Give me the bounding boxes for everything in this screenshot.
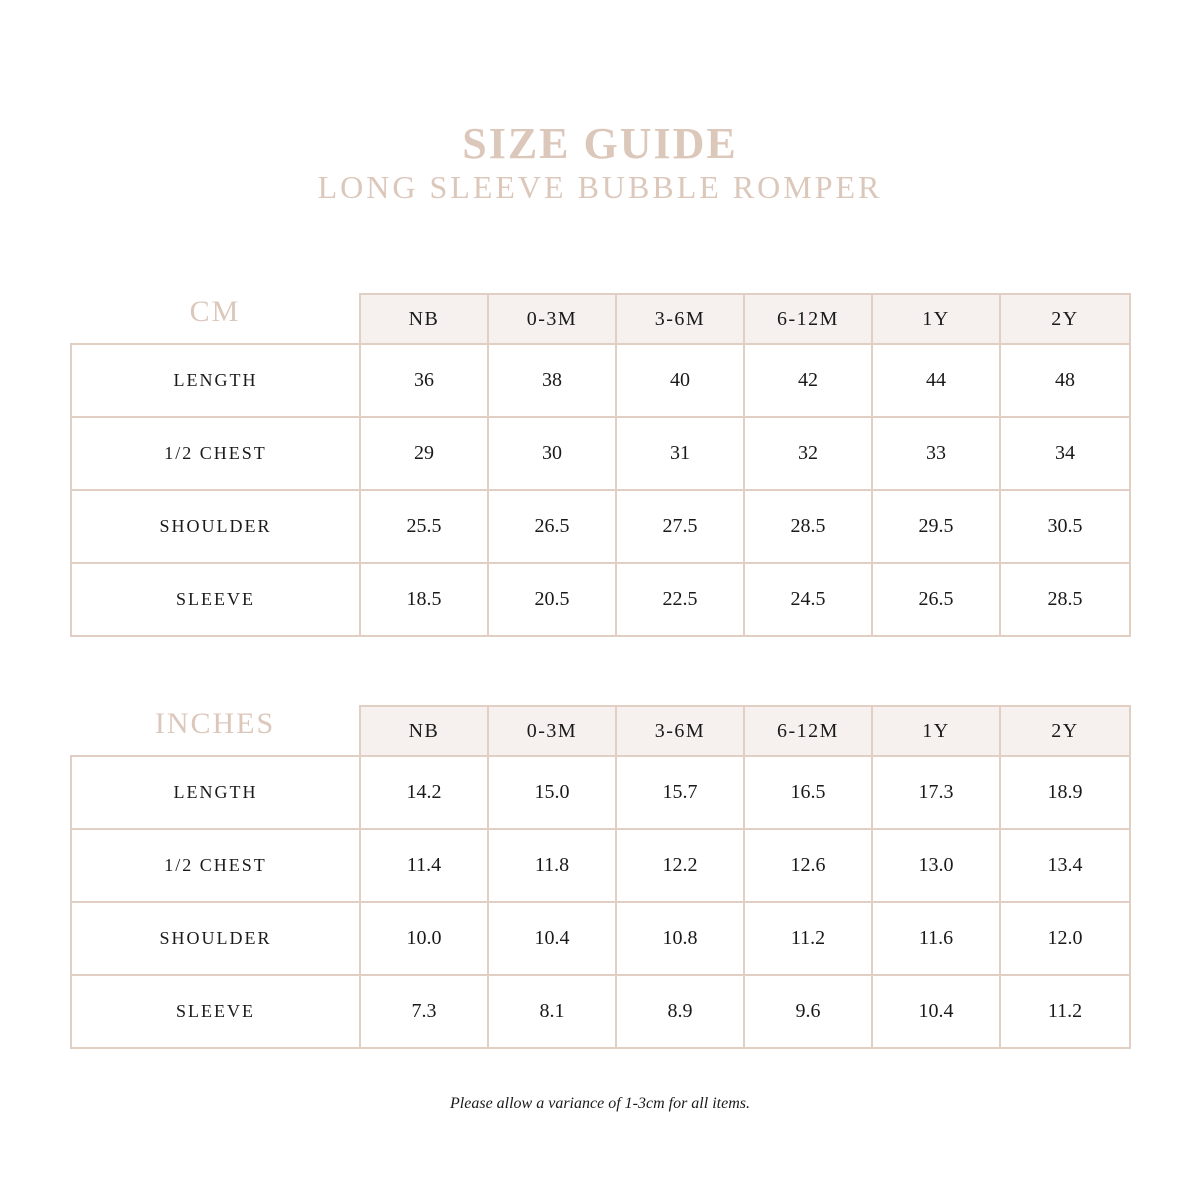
size-header: 0-3M bbox=[488, 706, 616, 756]
unit-label-inches: INCHES bbox=[154, 706, 276, 740]
table-cell: 38 bbox=[488, 344, 616, 417]
table-cell: 29.5 bbox=[872, 490, 1000, 563]
size-header-row bbox=[71, 706, 1130, 756]
table-cell: 28.5 bbox=[1000, 563, 1130, 636]
row-label: SHOULDER bbox=[71, 490, 360, 563]
table-cell: 34 bbox=[1000, 417, 1130, 490]
page-title: SIZE GUIDE bbox=[462, 119, 738, 168]
row-label: 1/2 CHEST bbox=[71, 829, 360, 902]
table-cell: 31 bbox=[616, 417, 744, 490]
table-cell: 10.8 bbox=[616, 902, 744, 975]
table-cell: 14.2 bbox=[360, 756, 488, 829]
table-cell: 8.9 bbox=[616, 975, 744, 1048]
table-cell: 18.5 bbox=[360, 563, 488, 636]
table-cell: 10.0 bbox=[360, 902, 488, 975]
table-cell: 18.9 bbox=[1000, 756, 1130, 829]
table-cell: 26.5 bbox=[488, 490, 616, 563]
row-label: LENGTH bbox=[71, 344, 360, 417]
table-row bbox=[71, 829, 1130, 902]
table-cell: 7.3 bbox=[360, 975, 488, 1048]
row-label: SLEEVE bbox=[71, 975, 360, 1048]
size-header: 3-6M bbox=[616, 706, 744, 756]
table-cell: 13.0 bbox=[872, 829, 1000, 902]
table-cell: 40 bbox=[616, 344, 744, 417]
table-cell: 11.8 bbox=[488, 829, 616, 902]
table-cell: 27.5 bbox=[616, 490, 744, 563]
table-cell: 12.0 bbox=[1000, 902, 1130, 975]
table-cell: 36 bbox=[360, 344, 488, 417]
table-row bbox=[71, 975, 1130, 1048]
product-subtitle: LONG SLEEVE BUBBLE ROMPER bbox=[317, 169, 883, 205]
size-header: 3-6M bbox=[616, 294, 744, 344]
table-cell: 13.4 bbox=[1000, 829, 1130, 902]
table-cell: 11.4 bbox=[360, 829, 488, 902]
table-cell: 26.5 bbox=[872, 563, 1000, 636]
table-cell: 32 bbox=[744, 417, 872, 490]
size-header: 1Y bbox=[872, 706, 1000, 756]
row-label: SHOULDER bbox=[71, 902, 360, 975]
table-cell: 44 bbox=[872, 344, 1000, 417]
table-cell: 20.5 bbox=[488, 563, 616, 636]
size-header: 2Y bbox=[1000, 706, 1130, 756]
size-header: NB bbox=[360, 706, 488, 756]
table-cell: 22.5 bbox=[616, 563, 744, 636]
table-cell: 10.4 bbox=[872, 975, 1000, 1048]
table-cell: 29 bbox=[360, 417, 488, 490]
table-cell: 30.5 bbox=[1000, 490, 1130, 563]
table-row bbox=[71, 490, 1130, 563]
size-header: 6-12M bbox=[744, 706, 872, 756]
size-header: 2Y bbox=[1000, 294, 1130, 344]
table-cell: 8.1 bbox=[488, 975, 616, 1048]
table-cell: 10.4 bbox=[488, 902, 616, 975]
table-cell: 28.5 bbox=[744, 490, 872, 563]
table-cell: 42 bbox=[744, 344, 872, 417]
table-cell: 15.7 bbox=[616, 756, 744, 829]
row-label: SLEEVE bbox=[71, 563, 360, 636]
size-header: 6-12M bbox=[744, 294, 872, 344]
table-row bbox=[71, 756, 1130, 829]
table-cell: 25.5 bbox=[360, 490, 488, 563]
table-cell: 12.6 bbox=[744, 829, 872, 902]
table-cell: 12.2 bbox=[616, 829, 744, 902]
variance-note: Please allow a variance of 1-3cm for all items. bbox=[450, 1095, 750, 1112]
table-row bbox=[71, 563, 1130, 636]
table-row bbox=[71, 344, 1130, 417]
table-cell: 17.3 bbox=[872, 756, 1000, 829]
table-cell: 11.6 bbox=[872, 902, 1000, 975]
row-label: 1/2 CHEST bbox=[71, 417, 360, 490]
size-header-row bbox=[71, 294, 1130, 344]
table-row bbox=[71, 902, 1130, 975]
row-label: LENGTH bbox=[71, 756, 360, 829]
table-cell: 9.6 bbox=[744, 975, 872, 1048]
table-cell: 33 bbox=[872, 417, 1000, 490]
table-cell: 16.5 bbox=[744, 756, 872, 829]
table-cell: 30 bbox=[488, 417, 616, 490]
size-header: 0-3M bbox=[488, 294, 616, 344]
table-cell: 11.2 bbox=[1000, 975, 1130, 1048]
table-row bbox=[71, 417, 1130, 490]
size-header: 1Y bbox=[872, 294, 1000, 344]
size-table-cm bbox=[70, 293, 1131, 637]
table-cell: 15.0 bbox=[488, 756, 616, 829]
size-header: NB bbox=[360, 294, 488, 344]
unit-label-cm: CM bbox=[189, 294, 241, 328]
size-table-inches bbox=[70, 705, 1131, 1049]
table-cell: 24.5 bbox=[744, 563, 872, 636]
table-cell: 48 bbox=[1000, 344, 1130, 417]
table-cell: 11.2 bbox=[744, 902, 872, 975]
